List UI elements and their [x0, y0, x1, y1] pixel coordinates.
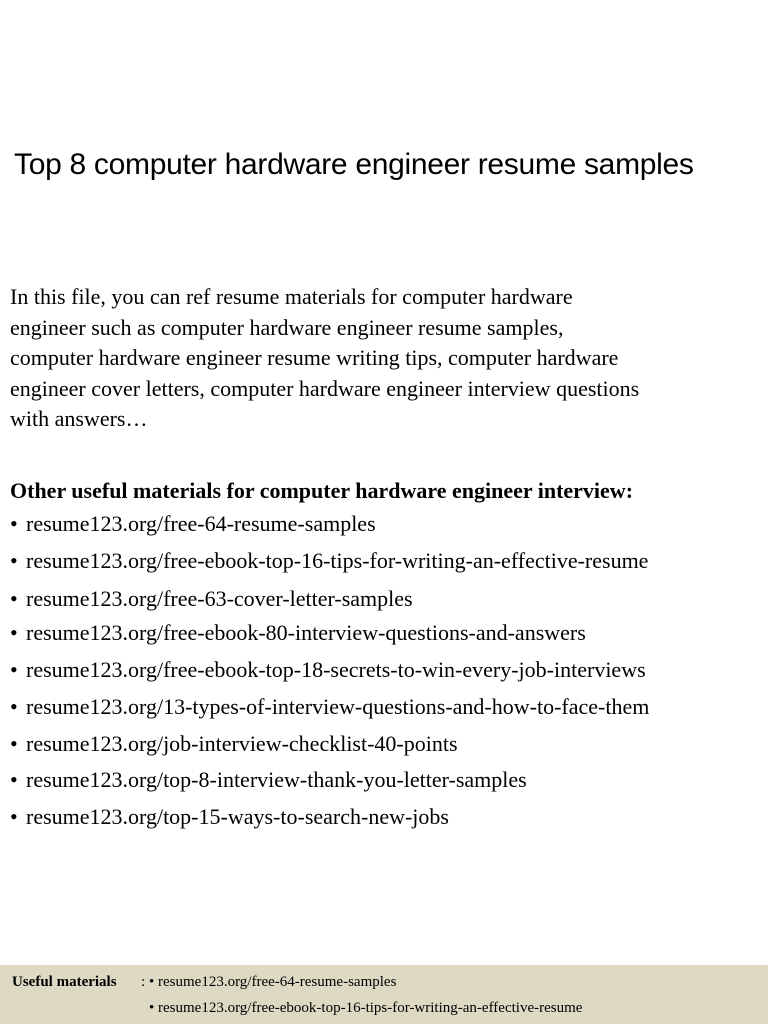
resource-link[interactable]: resume123.org/top-15-ways-to-search-new-jobs [26, 804, 449, 829]
intro-line: computer hardware engineer resume writing tips, computer hardware [10, 345, 619, 370]
footer-link[interactable]: resume123.org/free-64-resume-samples [158, 974, 397, 990]
footer-link[interactable]: resume123.org/free-ebook-top-16-tips-for-writing-an-effective-resume [158, 1000, 583, 1016]
bullet: • [10, 548, 18, 573]
bullet: • [10, 657, 18, 682]
bullet: • [10, 731, 18, 756]
footer-bar [0, 965, 768, 1024]
page-title: Top 8 computer hardware engineer resume samples [14, 148, 694, 181]
resource-link[interactable]: resume123.org/job-interview-checklist-40-points [26, 731, 458, 756]
bullet: • [10, 586, 18, 611]
bullet: • [149, 974, 155, 990]
bullet: • [10, 804, 18, 829]
bullet: • [10, 620, 18, 645]
list-item [10, 544, 648, 578]
list-item [10, 690, 649, 724]
resource-link[interactable]: resume123.org/free-ebook-top-16-tips-for-writing-an-effective-resume [26, 548, 649, 573]
list-item [10, 763, 527, 797]
bullet: • [149, 1000, 155, 1016]
resource-link[interactable]: resume123.org/free-63-cover-letter-samples [26, 586, 413, 611]
resource-link[interactable]: resume123.org/top-8-interview-thank-you-letter-samples [26, 767, 527, 792]
intro-line: engineer such as computer hardware engineer resume samples, [10, 314, 564, 340]
resource-link[interactable]: resume123.org/13-types-of-interview-questions-and-how-to-face-them [26, 694, 650, 719]
footer-label: Useful materials [12, 974, 117, 990]
list-item [10, 727, 458, 761]
resource-link[interactable]: resume123.org/free-ebook-top-18-secrets-to-win-every-job-interviews [26, 657, 646, 682]
footer-separator: : [141, 974, 146, 990]
materials-heading: Other useful materials for computer hardware engineer interview: [10, 478, 634, 503]
bullet: • [10, 767, 18, 792]
intro-line: with answers… [10, 406, 148, 431]
bullet: • [10, 694, 18, 719]
intro-line: In this file, you can ref resume materials for computer hardware [10, 284, 573, 309]
intro-paragraph [10, 282, 760, 435]
footer-link-item [149, 970, 396, 995]
resource-link[interactable]: resume123.org/free-64-resume-samples [26, 511, 376, 536]
list-item [10, 616, 586, 650]
intro-line: engineer cover letters, computer hardware engineer interview questions [10, 375, 640, 401]
list-item [10, 582, 413, 616]
list-item [10, 653, 646, 687]
list-item [10, 507, 376, 541]
list-item [10, 800, 449, 834]
footer-link-item [149, 996, 582, 1021]
bullet: • [10, 511, 18, 536]
resource-link[interactable]: resume123.org/free-ebook-80-interview-questions-and-answers [26, 620, 586, 645]
